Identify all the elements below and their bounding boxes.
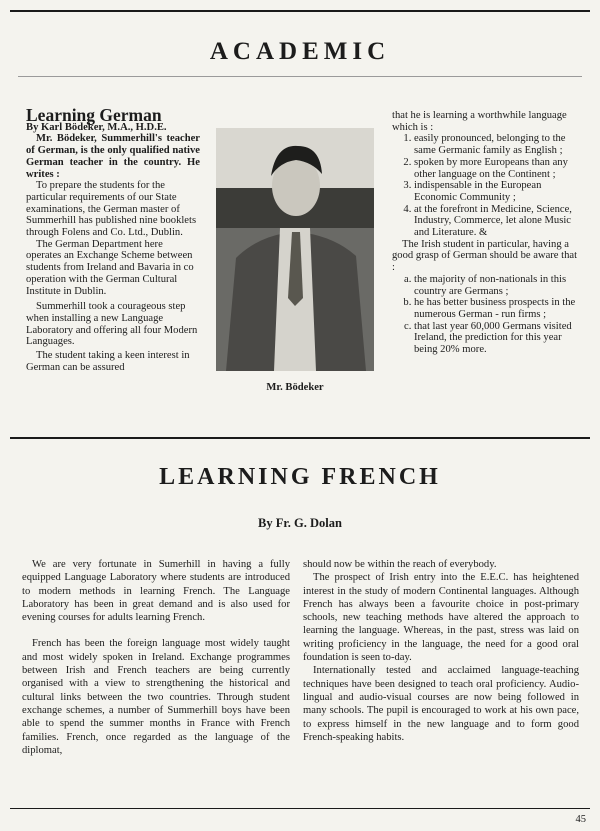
german-paragraph: The Irish student in particular, having a good grasp of German should be aware that : [392,238,578,274]
list-item: 3. indispensable in the European Economic Community ; [414,180,578,203]
german-paragraph: The German Department here operates an Exchange Scheme between students from Ireland and Bavaria in co operation with the German Cultural Institute in Dublin. [26,238,194,297]
german-facts-list [392,274,578,356]
german-left-column [26,105,200,373]
header-divider [18,76,582,77]
section-rule [10,437,590,439]
list-item: c. that last year 60,000 Germans visited Ireland, the prediction for this year being 20% more. [414,321,578,356]
section-header: ACADEMIC [209,38,391,65]
top-rule [10,10,590,12]
german-paragraph: The student taking a keen interest in German can be assured [26,350,190,373]
list-item: a. the majority of non-nationals in this country are Germans ; [414,274,578,297]
german-byline: By Karl Bödeker, M.A., H.D.E. [26,121,167,133]
french-paragraph: French has been the foreign language most widely taught and most widely spoken in Ireland. Exchange programmes between Irish and French teachers are being currently organised with a view to strengthening the historical and cultural links between the two countries. Through student exchange schemes, a number of Summerhill boys have been able to spend the summer months in France with French families. French, once regarded as the language of the diplomat, [22,638,290,756]
french-paragraph: should now be within the reach of everybody. [303,559,497,570]
german-intro: Mr. Bödeker, Summerhill's teacher of German, is the only qualified native German teacher in the country. He writes : [26,133,200,180]
list-item: 2. spoken by more Europeans than any other language on the Continent ; [414,157,578,180]
german-paragraph: that he is learning a worthwhile language which is : [392,110,567,133]
french-paragraph: The prospect of Irish entry into the E.E.C. has heightened interest in the study of modern Continental languages. Although French has always been a favourite choice in post-primary schools, new teaching methods have altered the approach to learning the language. Whereas, in the past, stress was laid on writing proficiency in the language, the need for a good oral foundation is seen to-day. [303,572,579,664]
french-left-column [22,558,290,757]
german-paragraph: Summerhill took a courageous step when installing a new Language Laboratory and offering all four Modern Languages. [26,301,198,348]
french-title: LEARNING FRENCH [159,464,441,490]
german-reasons-list [392,133,578,238]
german-paragraph: To prepare the students for the particular requirements of our State examinations, the German master of Summerhill has published nine booklets through Folens and Co. Ltd., Dublin. [26,180,197,239]
french-paragraph: Internationally tested and acclaimed language-teaching techniques have been designed to teach oral proficiency. Audio-lingual and audio-visual courses are now being followed in many schools. The pupil is encouraged to work at his own pace, to express himself in the new language and to form good French-speaking habits. [303,665,579,743]
photo-caption: Mr. Bödeker [266,382,324,393]
german-right-column [392,110,578,356]
page-number: 45 [575,814,586,825]
french-byline: By Fr. G. Dolan [258,516,342,530]
list-item: 1. easily pronounced, belonging to the same Germanic family as English ; [414,133,578,156]
french-paragraph: We are very fortunate in Sumerhill in having a fully equipped Language Laboratory where students are introduced to modern methods in learning French. The Language Laboratory has been in great demand and is also used for evening courses for adults learning French. [22,559,290,624]
list-item: 4. at the forefront in Medicine, Science, Industry, Commerce, let alone Music and Literature. & [414,204,578,239]
french-right-column [303,558,579,744]
bottom-rule [10,808,590,809]
teacher-portrait-image [216,128,374,371]
list-item: b. he has better business prospects in the numerous German - run firms ; [414,297,578,320]
german-title: Learning German [26,105,162,125]
teacher-photo [216,128,374,371]
